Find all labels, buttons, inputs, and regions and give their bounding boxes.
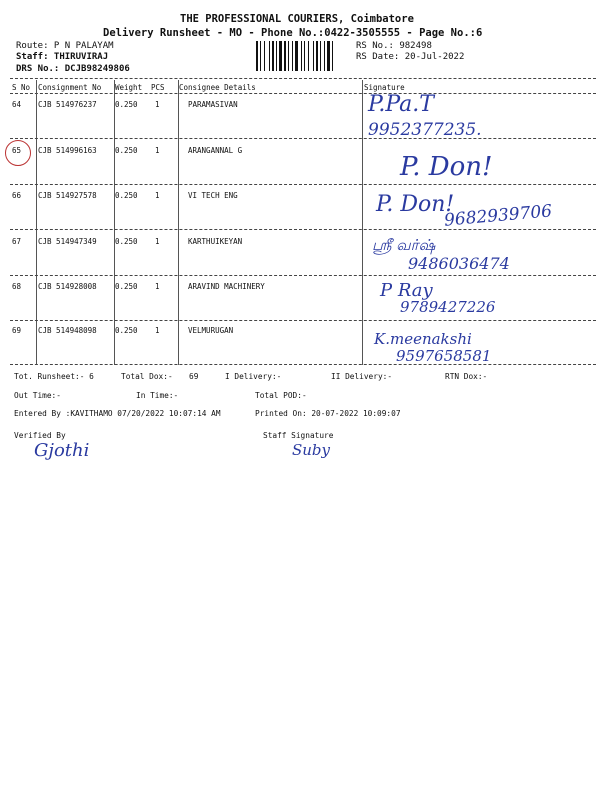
row-pcs: 1 [155, 237, 160, 246]
staff-signature-label: Staff Signature [263, 431, 334, 440]
phone-row-68: 9789427226 [400, 298, 496, 316]
i-delivery: I Delivery:- [225, 372, 282, 381]
row-consignment: CJB 514947349 [38, 237, 97, 246]
table-row [12, 100, 352, 112]
row-consignment: CJB 514927578 [38, 191, 97, 200]
row-weight: 0.250 [115, 146, 138, 155]
signature-row-67: ஸ்ரீ வர்ஷ் [372, 236, 436, 254]
entered-by: Entered By :KAVITHAMO 07/20/2022 10:07:14 AM [14, 409, 221, 418]
rtn-dox: RTN Dox:- [445, 372, 488, 381]
column-divider [362, 80, 363, 365]
ii-delivery: II Delivery:- [331, 372, 393, 381]
row-consignee: ARAVIND MACHINERY [188, 282, 265, 291]
col-consignee: Consignee Details [179, 83, 256, 92]
verified-signature: Gjothi [34, 440, 90, 461]
hand-circle-mark [5, 140, 31, 166]
column-divider [178, 80, 179, 365]
row-weight: 0.250 [115, 282, 138, 291]
col-consignment: Consignment No [38, 83, 102, 92]
drs-number: DRS No.: DCJB98249806 [16, 64, 130, 74]
table-row [12, 191, 352, 203]
row-sno: 66 [12, 191, 22, 200]
runsheet-title: Delivery Runsheet - MO - Phone No.:0422-3505555 - Page No.:6 [103, 27, 483, 39]
row-separator [10, 275, 596, 276]
row-pcs: 1 [155, 326, 160, 335]
col-pcs: PCS [151, 83, 165, 92]
in-time: In Time:- [136, 391, 179, 400]
row-consignee: ARANGANNAL G [188, 146, 243, 155]
table-header [12, 83, 405, 95]
verified-by-label: Verified By [14, 431, 66, 440]
row-weight: 0.250 [115, 191, 138, 200]
row-sno: 64 [12, 100, 22, 109]
row-sno: 69 [12, 326, 22, 335]
signature-row-68: P Ray [380, 280, 433, 301]
col-signature: Signature [364, 83, 405, 92]
col-weight: Weight [115, 83, 143, 92]
column-divider [36, 80, 37, 365]
row-consignee: KARTHUIKEYAN [188, 237, 243, 246]
phone-row-66: 9682939706 [443, 201, 553, 231]
total-pod: Total POD:- [255, 391, 307, 400]
row-pcs: 1 [155, 146, 160, 155]
printed-on: Printed On: 20-07-2022 10:09:07 [255, 409, 401, 418]
row-separator [10, 138, 596, 139]
total-dox-count: 69 [189, 372, 199, 381]
phone-row-67: 9486036474 [408, 254, 510, 273]
table-row [12, 282, 352, 294]
table-top-rule [10, 78, 596, 79]
row-separator [10, 364, 596, 365]
signature-row-66: P. Don! [376, 192, 455, 217]
row-consignment: CJB 514996163 [38, 146, 97, 155]
row-consignment: CJB 514948098 [38, 326, 97, 335]
row-pcs: 1 [155, 282, 160, 291]
row-weight: 0.250 [115, 100, 138, 109]
row-consignment: CJB 514976237 [38, 100, 97, 109]
row-consignee: VI TECH ENG [188, 191, 238, 200]
row-sno: 65 [12, 146, 22, 155]
signature-row-65: P. Don! [400, 152, 493, 182]
company-title: THE PROFESSIONAL COURIERS, Coimbatore [180, 13, 414, 25]
row-separator [10, 229, 596, 230]
staff-signature: Suby [292, 441, 331, 459]
phone-row-64: 9952377235. [368, 120, 482, 140]
row-sno: 68 [12, 282, 22, 291]
table-row [12, 326, 352, 338]
row-separator [10, 184, 596, 185]
route-label: Route: P N PALAYAM [16, 41, 114, 51]
staff-label: Staff: THIRUVIRAJ [16, 52, 109, 62]
signature-row-69: K.meenakshi [374, 330, 472, 348]
table-row [12, 146, 352, 158]
total-dox-label: Total Dox:- [121, 372, 173, 381]
row-pcs: 1 [155, 100, 160, 109]
row-consignee: PARAMASIVAN [188, 100, 238, 109]
rs-date: RS Date: 20-Jul-2022 [356, 52, 465, 62]
column-divider [114, 80, 115, 365]
tot-runsheet: Tot. Runsheet:- 6 [14, 372, 94, 381]
col-sno: S No [12, 83, 31, 92]
row-weight: 0.250 [115, 237, 138, 246]
barcode-image [256, 41, 348, 71]
row-consignee: VELMURUGAN [188, 326, 234, 335]
row-pcs: 1 [155, 191, 160, 200]
row-sno: 67 [12, 237, 22, 246]
table-row [12, 237, 352, 249]
row-weight: 0.250 [115, 326, 138, 335]
out-time: Out Time:- [14, 391, 61, 400]
signature-row-64: P.Pa.T [368, 92, 434, 117]
row-consignment: CJB 514928008 [38, 282, 97, 291]
phone-row-69: 9597658581 [396, 347, 492, 365]
rs-number: RS No.: 982498 [356, 41, 432, 51]
row-separator [10, 320, 596, 321]
